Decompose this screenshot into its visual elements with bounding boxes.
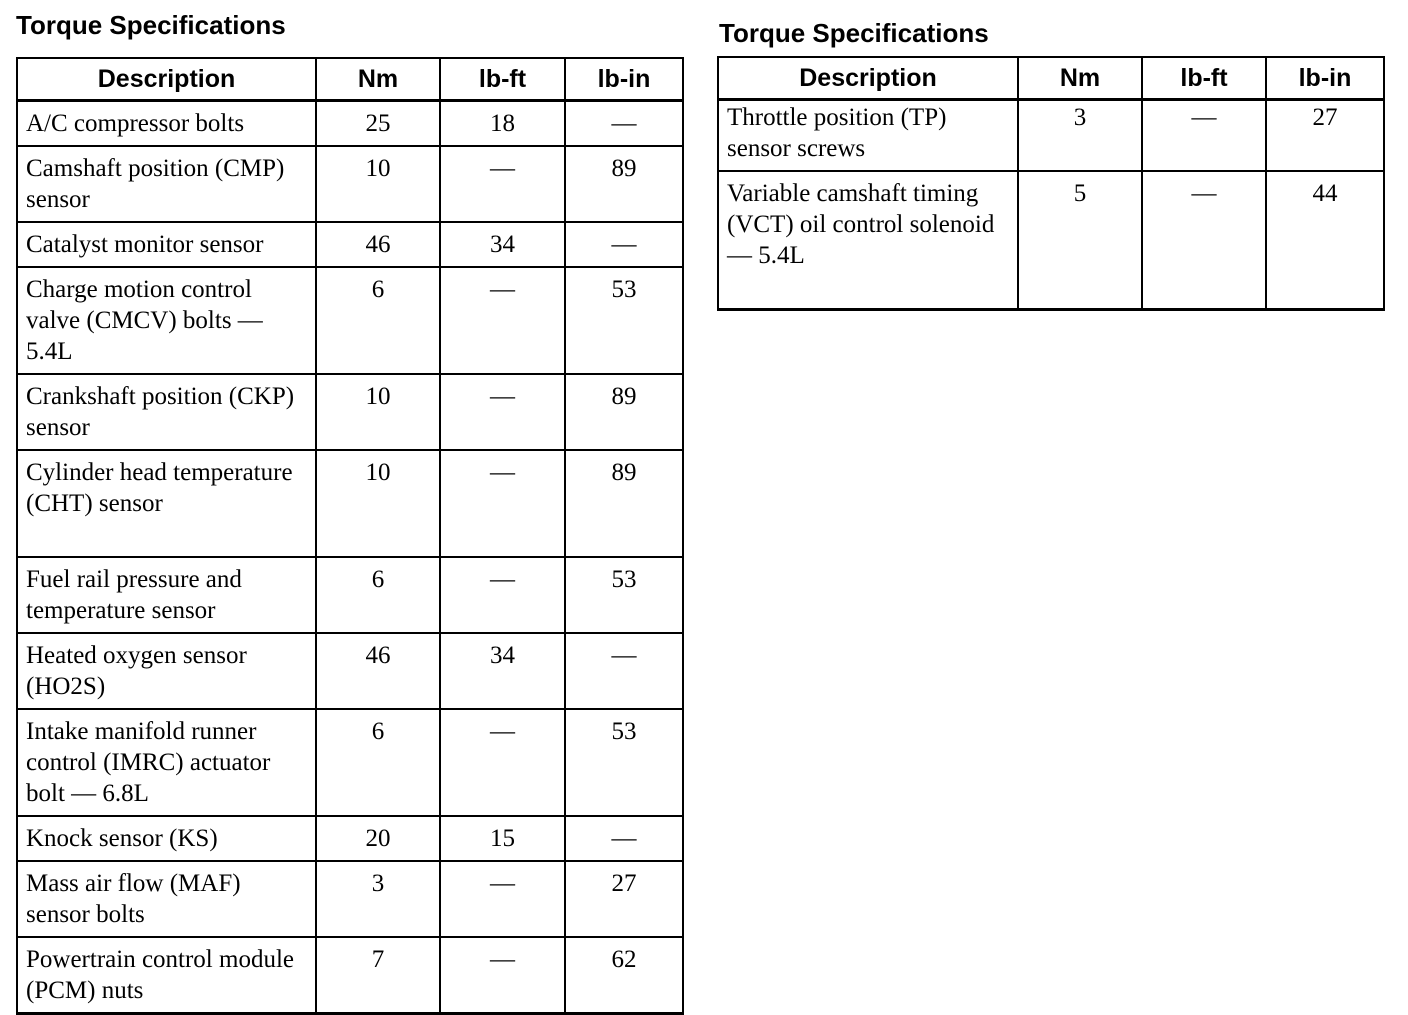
row-description: A/C compressor bolts	[17, 101, 316, 147]
row-lb-ft: —	[440, 861, 565, 937]
row-lb-in: 27	[1266, 100, 1384, 172]
row-lb-ft: —	[440, 937, 565, 1014]
row-lb-ft: 15	[440, 816, 565, 861]
row-lb-ft: —	[1142, 171, 1266, 310]
row-nm: 5	[1018, 171, 1142, 310]
row-description: Catalyst monitor sensor	[17, 222, 316, 267]
left-torque-table	[16, 57, 684, 1015]
table-row	[17, 937, 683, 1014]
table-header-row	[718, 57, 1384, 100]
table-row	[17, 861, 683, 937]
row-lb-in: 53	[565, 557, 683, 633]
row-nm: 3	[1018, 100, 1142, 172]
row-nm: 25	[316, 101, 440, 147]
table-row	[17, 267, 683, 374]
row-lb-ft: 18	[440, 101, 565, 147]
row-lb-in: —	[565, 633, 683, 709]
table-row	[17, 101, 683, 147]
table-row	[718, 100, 1384, 172]
row-nm: 20	[316, 816, 440, 861]
header-lb-ft: lb-ft	[1142, 57, 1266, 100]
row-lb-in: —	[565, 222, 683, 267]
header-lb-in: lb-in	[1266, 57, 1384, 100]
row-description: Powertrain control module (PCM) nuts	[17, 937, 316, 1014]
header-nm: Nm	[316, 58, 440, 101]
row-nm: 7	[316, 937, 440, 1014]
row-lb-in: 89	[565, 374, 683, 450]
row-lb-ft: —	[440, 557, 565, 633]
row-lb-ft: —	[440, 267, 565, 374]
right-table-title: Torque Specifications	[719, 18, 989, 48]
header-nm: Nm	[1018, 57, 1142, 100]
table-row	[17, 146, 683, 222]
row-description: Cylinder head temperature (CHT) sensor	[17, 450, 316, 557]
row-lb-ft: —	[440, 709, 565, 816]
table-row	[17, 450, 683, 557]
row-nm: 10	[316, 374, 440, 450]
row-lb-ft: —	[440, 146, 565, 222]
row-nm: 10	[316, 450, 440, 557]
row-nm: 46	[316, 633, 440, 709]
row-lb-in: 44	[1266, 171, 1384, 310]
table-row	[718, 171, 1384, 310]
row-lb-in: 89	[565, 146, 683, 222]
row-lb-in: 53	[565, 709, 683, 816]
header-description: Description	[718, 57, 1018, 100]
table-row	[17, 222, 683, 267]
row-nm: 46	[316, 222, 440, 267]
row-lb-in: 89	[565, 450, 683, 557]
table-header-row	[17, 58, 683, 101]
row-description: Heated oxygen sensor (HO2S)	[17, 633, 316, 709]
row-nm: 10	[316, 146, 440, 222]
row-description: Variable camshaft timing (VCT) oil control solenoid — 5.4L	[718, 171, 1018, 310]
row-lb-ft: 34	[440, 633, 565, 709]
row-description: Fuel rail pressure and temperature sensor	[17, 557, 316, 633]
row-description: Charge motion control valve (CMCV) bolts — 5.4L	[17, 267, 316, 374]
row-description: Throttle position (TP) sensor screws	[718, 100, 1018, 172]
row-lb-in: 27	[565, 861, 683, 937]
row-lb-in: 62	[565, 937, 683, 1014]
row-description: Camshaft position (CMP) sensor	[17, 146, 316, 222]
table-row	[17, 633, 683, 709]
right-torque-table	[717, 56, 1385, 311]
row-description: Mass air flow (MAF) sensor bolts	[17, 861, 316, 937]
row-lb-ft: —	[440, 374, 565, 450]
header-description: Description	[17, 58, 316, 101]
row-lb-ft: 34	[440, 222, 565, 267]
row-lb-in: —	[565, 101, 683, 147]
table-row	[17, 709, 683, 816]
row-lb-in: —	[565, 816, 683, 861]
row-lb-ft: —	[440, 450, 565, 557]
row-description: Knock sensor (KS)	[17, 816, 316, 861]
table-row	[17, 557, 683, 633]
header-lb-ft: lb-ft	[440, 58, 565, 101]
row-lb-ft: —	[1142, 100, 1266, 172]
row-description: Crankshaft position (CKP) sensor	[17, 374, 316, 450]
table-row	[17, 816, 683, 861]
row-nm: 6	[316, 557, 440, 633]
row-nm: 3	[316, 861, 440, 937]
row-lb-in: 53	[565, 267, 683, 374]
header-lb-in: lb-in	[565, 58, 683, 101]
left-table-title: Torque Specifications	[16, 10, 286, 40]
row-nm: 6	[316, 709, 440, 816]
table-row	[17, 374, 683, 450]
row-nm: 6	[316, 267, 440, 374]
row-description: Intake manifold runner control (IMRC) actuator bolt — 6.8L	[17, 709, 316, 816]
